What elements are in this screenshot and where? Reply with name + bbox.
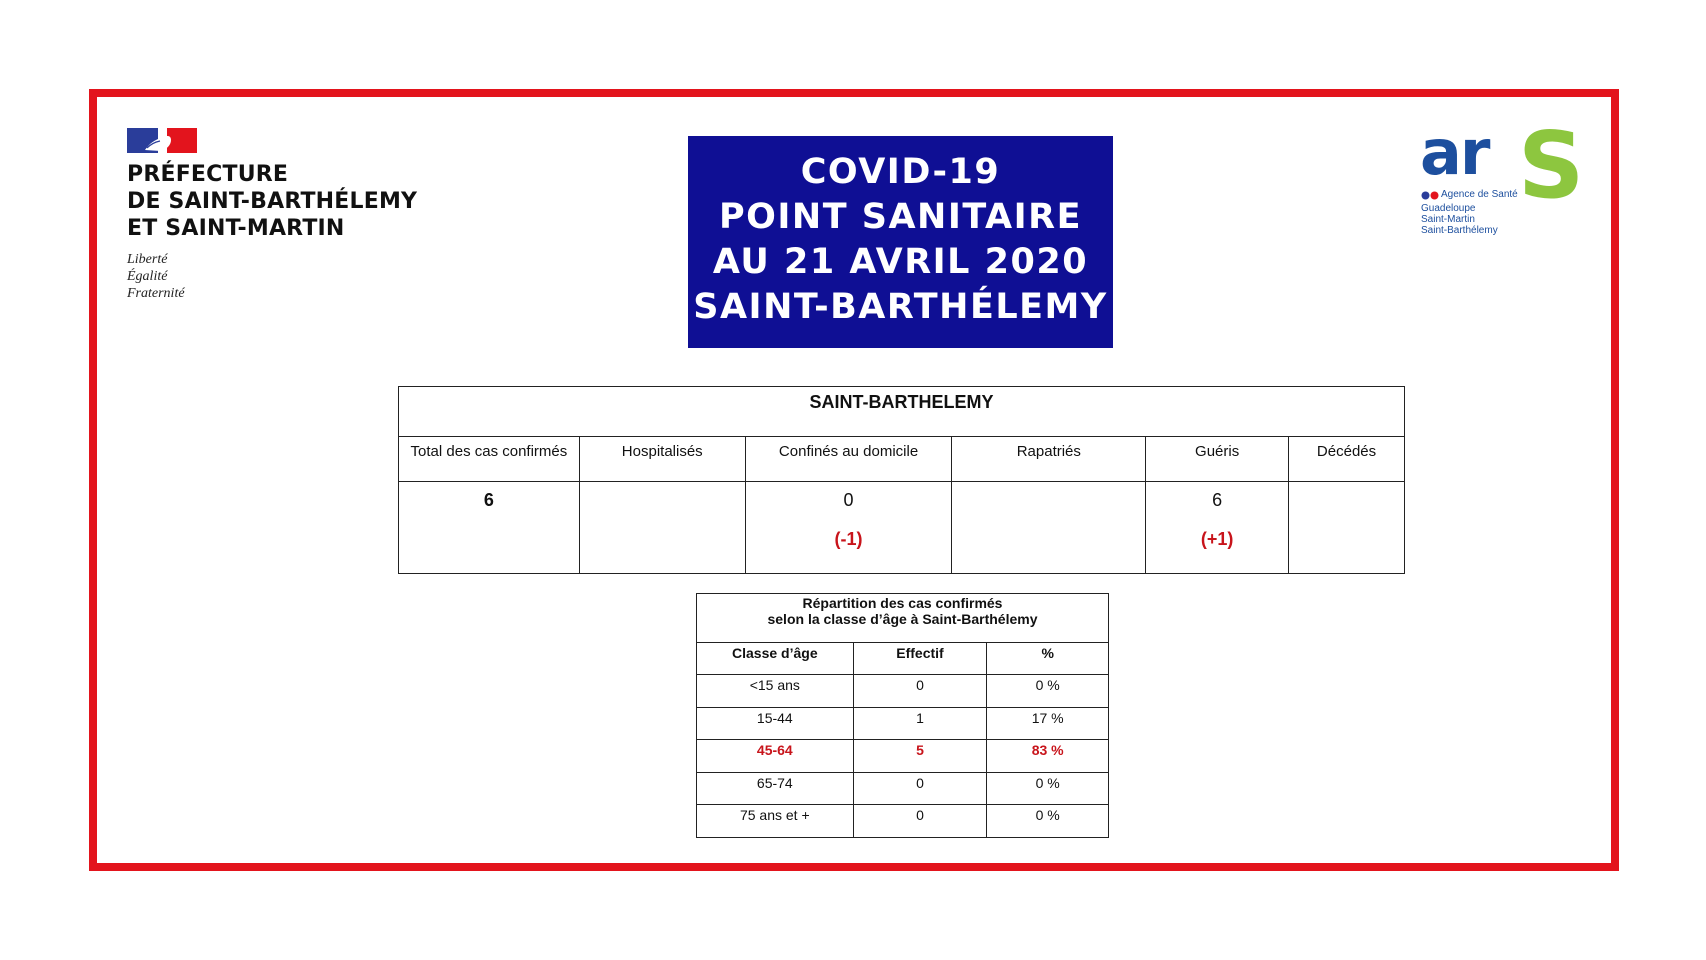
age-class-cell: 15-44 (697, 707, 854, 740)
percent-cell: 0 % (987, 805, 1109, 838)
table-row (697, 707, 1109, 740)
header-deceased: Décédés (1289, 437, 1405, 482)
cases-table-caption: SAINT-BARTHELEMY (399, 387, 1405, 437)
ars-region: Saint-Barthélemy (1421, 225, 1498, 236)
header-home-confined: Confinés au domicile (745, 437, 952, 482)
age-distribution-table (696, 593, 1109, 838)
title-box (688, 136, 1113, 348)
title-line: COVID-19 (800, 152, 1001, 192)
header-total-confirmed: Total des cas confirmés (399, 437, 580, 482)
cell-deceased (1289, 482, 1405, 574)
ars-dots-icon (1421, 191, 1439, 200)
age-class-cell: <15 ans (697, 675, 854, 708)
count-cell: 0 (853, 772, 987, 805)
cell-total-confirmed (399, 482, 580, 574)
age-class-cell: 75 ans et + (697, 805, 854, 838)
republic-motto (127, 251, 457, 302)
header-age-class: Classe d’âge (697, 643, 854, 675)
percent-cell: 17 % (987, 707, 1109, 740)
motto-line: Égalité (127, 269, 168, 284)
title-line: POINT SANITAIRE (718, 197, 1082, 237)
ars-logo-s: S (1518, 112, 1585, 219)
cell-hospitalized (579, 482, 745, 574)
prefecture-name-line: DE SAINT-BARTHÉLEMY (127, 189, 418, 214)
motto-line: Liberté (127, 252, 168, 267)
table-row (697, 805, 1109, 838)
header-repatriated: Rapatriés (952, 437, 1146, 482)
table-row (697, 675, 1109, 708)
ars-logo-word: ar (1420, 116, 1489, 189)
cell-recovered (1146, 482, 1289, 574)
ars-region: Guadeloupe (1421, 203, 1476, 214)
motto-line: Fraternité (127, 286, 185, 301)
title-line: AU 21 AVRIL 2020 (712, 242, 1089, 282)
header-percent: % (987, 643, 1109, 675)
age-caption-line: Répartition des cas confirmés (802, 595, 1003, 611)
percent-cell: 83 % (987, 740, 1109, 773)
cases-table (398, 386, 1405, 574)
ars-regions (1421, 203, 1498, 236)
table-row (697, 772, 1109, 805)
ars-region: Saint-Martin (1421, 214, 1475, 225)
ars-agency-label: Agence de Santé (1441, 189, 1518, 200)
prefecture-block (127, 128, 457, 302)
marianne-flag-icon (127, 128, 197, 153)
percent-cell: 0 % (987, 772, 1109, 805)
value-total-confirmed: 6 (483, 490, 494, 510)
prefecture-name-line: ET SAINT-MARTIN (127, 216, 345, 241)
count-cell: 1 (853, 707, 987, 740)
header-hospitalized: Hospitalisés (579, 437, 745, 482)
header-recovered: Guéris (1146, 437, 1289, 482)
age-table-caption (697, 594, 1109, 643)
value-recovered: 6 (1212, 490, 1223, 510)
count-cell: 0 (853, 675, 987, 708)
prefecture-name (127, 161, 457, 242)
ars-logo (1418, 112, 1585, 244)
count-cell: 5 (853, 740, 987, 773)
count-cell: 0 (853, 805, 987, 838)
value-home-confined: 0 (843, 490, 854, 510)
age-class-cell: 45-64 (697, 740, 854, 773)
age-caption-line: selon la classe d’âge à Saint-Barthélemy (767, 611, 1038, 627)
cell-repatriated (952, 482, 1146, 574)
cell-home-confined (745, 482, 952, 574)
percent-cell: 0 % (987, 675, 1109, 708)
delta-recovered: (+1) (1200, 529, 1234, 549)
header-count: Effectif (853, 643, 987, 675)
age-class-cell: 65-74 (697, 772, 854, 805)
prefecture-name-line: PRÉFECTURE (127, 162, 289, 187)
delta-home-confined: (-1) (834, 529, 863, 549)
title-line: SAINT-BARTHÉLEMY (693, 287, 1108, 327)
table-row-highlighted (697, 740, 1109, 773)
